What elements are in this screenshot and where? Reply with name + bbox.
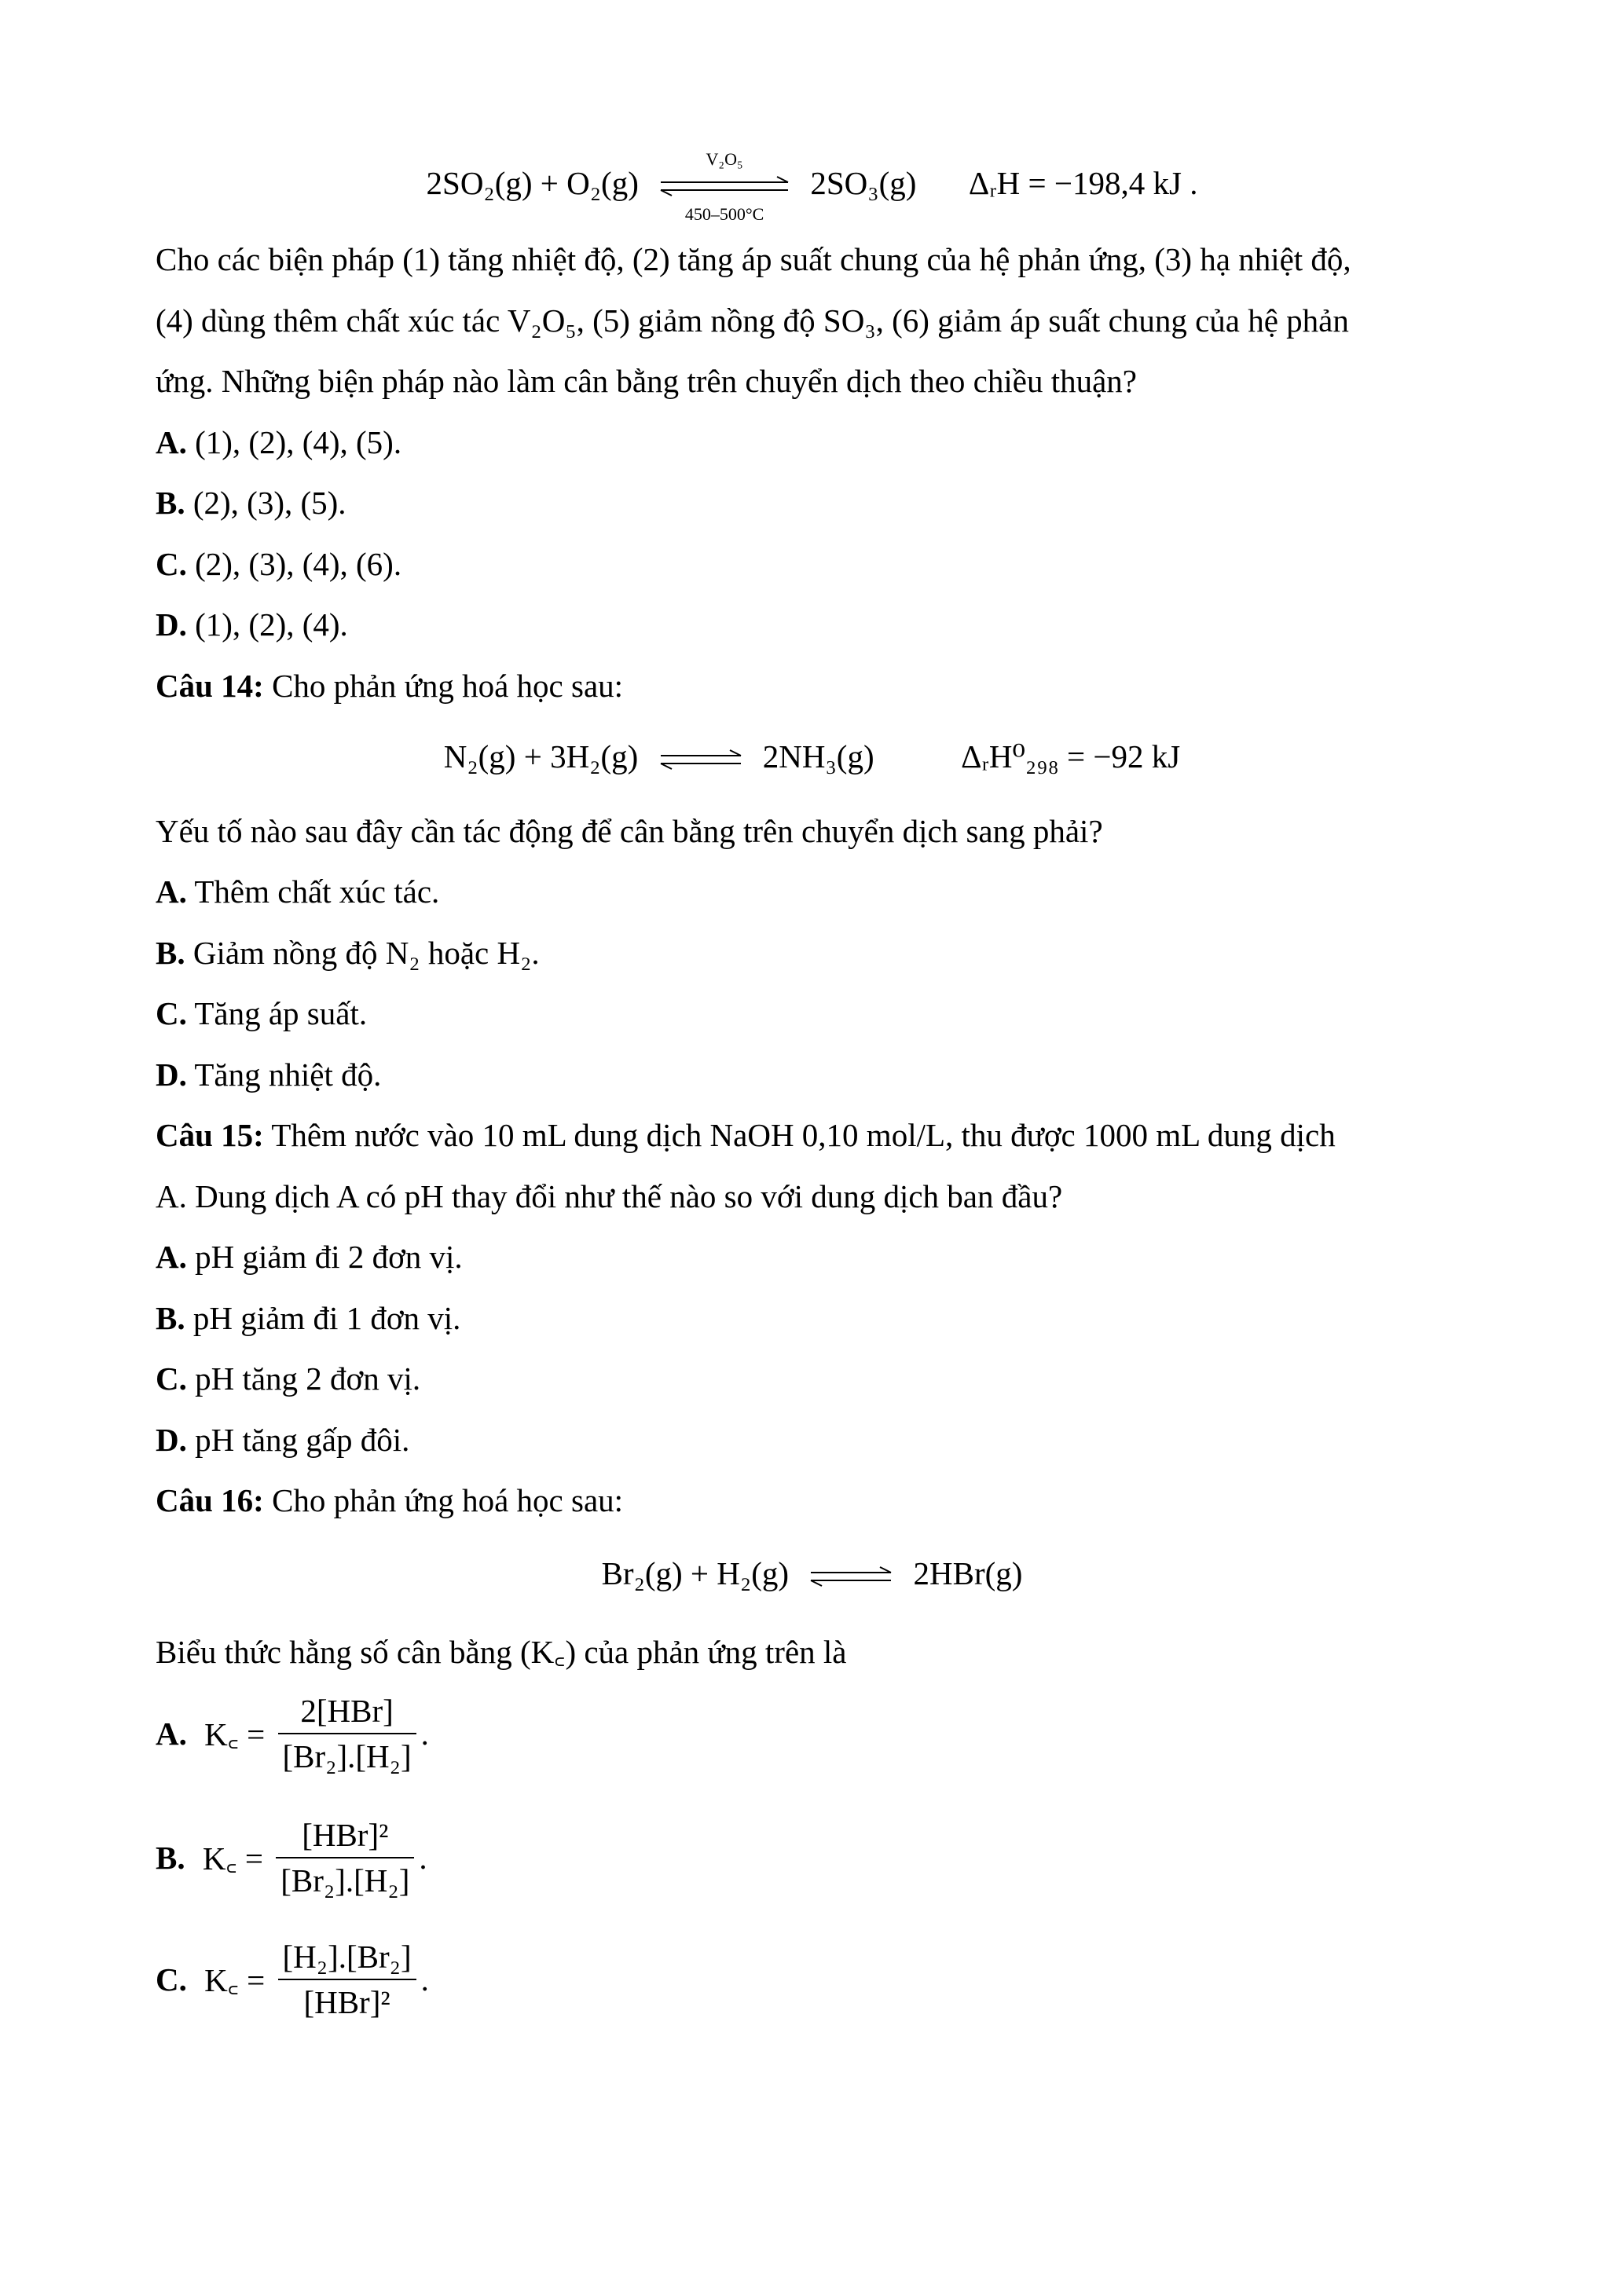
- option-label: B.: [156, 1300, 185, 1336]
- question-label: Câu 16:: [156, 1482, 264, 1518]
- intro-option-d: [156, 602, 348, 646]
- option-text: Tăng áp suất.: [186, 995, 368, 1031]
- q14-question: Yếu tố nào sau đây cần tác động để cân bằng trên chuyển dịch sang phải?: [156, 813, 1103, 849]
- q16-equation: [0, 1551, 1624, 1595]
- q14-option-b: [156, 931, 540, 975]
- question-stem: Cho phản ứng hoá học sau:: [263, 668, 624, 704]
- option-label: D.: [156, 1056, 187, 1093]
- option-label: B.: [156, 485, 185, 521]
- option-text: (2), (3), (4), (6).: [186, 546, 402, 582]
- question-label: Câu 15:: [156, 1117, 264, 1153]
- q16-stem: [156, 1478, 623, 1522]
- option-label: B.: [156, 935, 185, 971]
- kc-numerator: 2[HBr]: [278, 1690, 416, 1734]
- option-text: (1), (2), (4).: [186, 606, 348, 643]
- equilibrium-arrow-icon: [658, 745, 744, 776]
- q14-eq-right: 2NH₃(g): [762, 738, 874, 774]
- option-text: (2), (3), (5).: [185, 485, 346, 521]
- option-label: C.: [156, 546, 187, 582]
- option-text: pH tăng 2 đơn vị.: [186, 1360, 421, 1397]
- intro-option-b: [156, 481, 346, 525]
- q14-eq-left: N₂(g) + 3H₂(g): [443, 738, 639, 774]
- so2-eq-left: 2SO₂(g) + O₂(g): [426, 165, 639, 201]
- q14-equation: [0, 734, 1624, 778]
- q14-stem: [156, 664, 623, 708]
- q16-option-a: A. K꜀ = $\frac{\text{2[HBr]}}{\text{[Br₂].[H₂]}}$ .: [156, 1690, 429, 1777]
- catalyst-label: V₂O₅: [706, 148, 743, 169]
- option-text: Thêm chất xúc tác.: [186, 873, 440, 910]
- q16-eq-right: 2HBr(g): [913, 1555, 1023, 1591]
- kc-denominator: [Br₂].[H₂]: [282, 1738, 412, 1774]
- option-text: pH tăng gấp đôi.: [186, 1422, 410, 1458]
- intro-option-a: [156, 420, 401, 464]
- intro-text-line-1: Cho các biện pháp (1) tăng nhiệt độ, (2) tăng áp suất chung của hệ phản ứng, (3) hạ nhiệt độ,: [156, 241, 1351, 277]
- intro-text-line-3: ứng. Những biện pháp nào làm cân bằng trên chuyển dịch theo chiều thuận?: [156, 363, 1137, 399]
- kc-symbol: K꜀ =: [204, 1716, 266, 1752]
- q15-stem-line-2: A. Dung dịch A có pH thay đổi như thế nào so với dung dịch ban đầu?: [156, 1178, 1063, 1214]
- so2-eq-enthalpy: ΔᵣH = −198,4 kJ .: [968, 165, 1198, 201]
- q14-option-d: [156, 1053, 381, 1097]
- q16-eq-left: Br₂(g) + H₂(g): [601, 1555, 789, 1591]
- q15-option-c: [156, 1357, 420, 1401]
- q14-option-a: [156, 870, 439, 914]
- kc-fraction: [278, 1690, 416, 1777]
- equilibrium-arrow-icon: [658, 148, 791, 224]
- q16-option-b: B. K꜀ = $\frac{\text{[HBr]²}}{\text{[Br₂].[H₂]}}$ .: [156, 1814, 427, 1901]
- kc-fraction: [276, 1814, 414, 1901]
- q15-stem-line-1: [156, 1113, 1336, 1157]
- kc-numerator: [H₂].[Br₂]: [278, 1936, 416, 1980]
- option-label: C.: [156, 995, 187, 1031]
- kc-symbol: K꜀ =: [204, 1962, 266, 1998]
- kc-denominator: [Br₂].[H₂]: [280, 1862, 410, 1899]
- question-label: Câu 14:: [156, 668, 264, 704]
- kc-denominator: [HBr]²: [303, 1984, 390, 2020]
- kc-numerator: [HBr]²: [276, 1814, 414, 1858]
- so2-equation: [0, 148, 1624, 224]
- q15-option-b: [156, 1296, 460, 1340]
- question-stem: Cho phản ứng hoá học sau:: [263, 1482, 624, 1518]
- kc-symbol: K꜀ =: [202, 1840, 264, 1877]
- option-label: C.: [156, 1961, 187, 1998]
- q15-option-d: [156, 1418, 409, 1462]
- option-label: A.: [156, 873, 187, 910]
- option-label: B.: [156, 1840, 185, 1876]
- q14-eq-enthalpy: ΔᵣH⁰₂₉₈ = −92 kJ: [961, 738, 1181, 774]
- q16-option-c: C. K꜀ = $\frac{\text{[H₂].[Br₂]}}{\text{[HBr]²}}$ .: [156, 1936, 429, 2023]
- q16-question: Biểu thức hằng số cân bằng (K꜀) của phản ứng trên là: [156, 1634, 847, 1670]
- option-label: A.: [156, 1239, 187, 1275]
- temperature-label: 450–500°C: [684, 203, 764, 224]
- option-text: (1), (2), (4), (5).: [186, 424, 402, 460]
- intro-option-c: [156, 542, 401, 586]
- so2-eq-right: 2SO₃(g): [810, 165, 917, 201]
- question-stem: Thêm nước vào 10 mL dung dịch NaOH 0,10 mol/L, thu được 1000 mL dung dịch: [263, 1117, 1336, 1153]
- option-label: C.: [156, 1360, 187, 1397]
- q15-option-a: [156, 1235, 463, 1279]
- option-label: D.: [156, 1422, 187, 1458]
- option-text: Giảm nồng độ N₂ hoặc H₂.: [185, 935, 540, 971]
- equilibrium-arrow-icon: [808, 1562, 894, 1593]
- option-text: pH giảm đi 1 đơn vị.: [185, 1300, 461, 1336]
- option-text: pH giảm đi 2 đơn vị.: [186, 1239, 463, 1275]
- option-text: Tăng nhiệt độ.: [186, 1056, 382, 1093]
- intro-text-line-2: (4) dùng thêm chất xúc tác V₂O₅, (5) giảm nồng độ SO₃, (6) giảm áp suất chung của hệ phản: [156, 302, 1349, 339]
- kc-fraction: [278, 1936, 416, 2023]
- option-label: A.: [156, 424, 187, 460]
- q14-option-c: [156, 991, 367, 1035]
- option-label: D.: [156, 606, 187, 643]
- option-label: A.: [156, 1716, 187, 1752]
